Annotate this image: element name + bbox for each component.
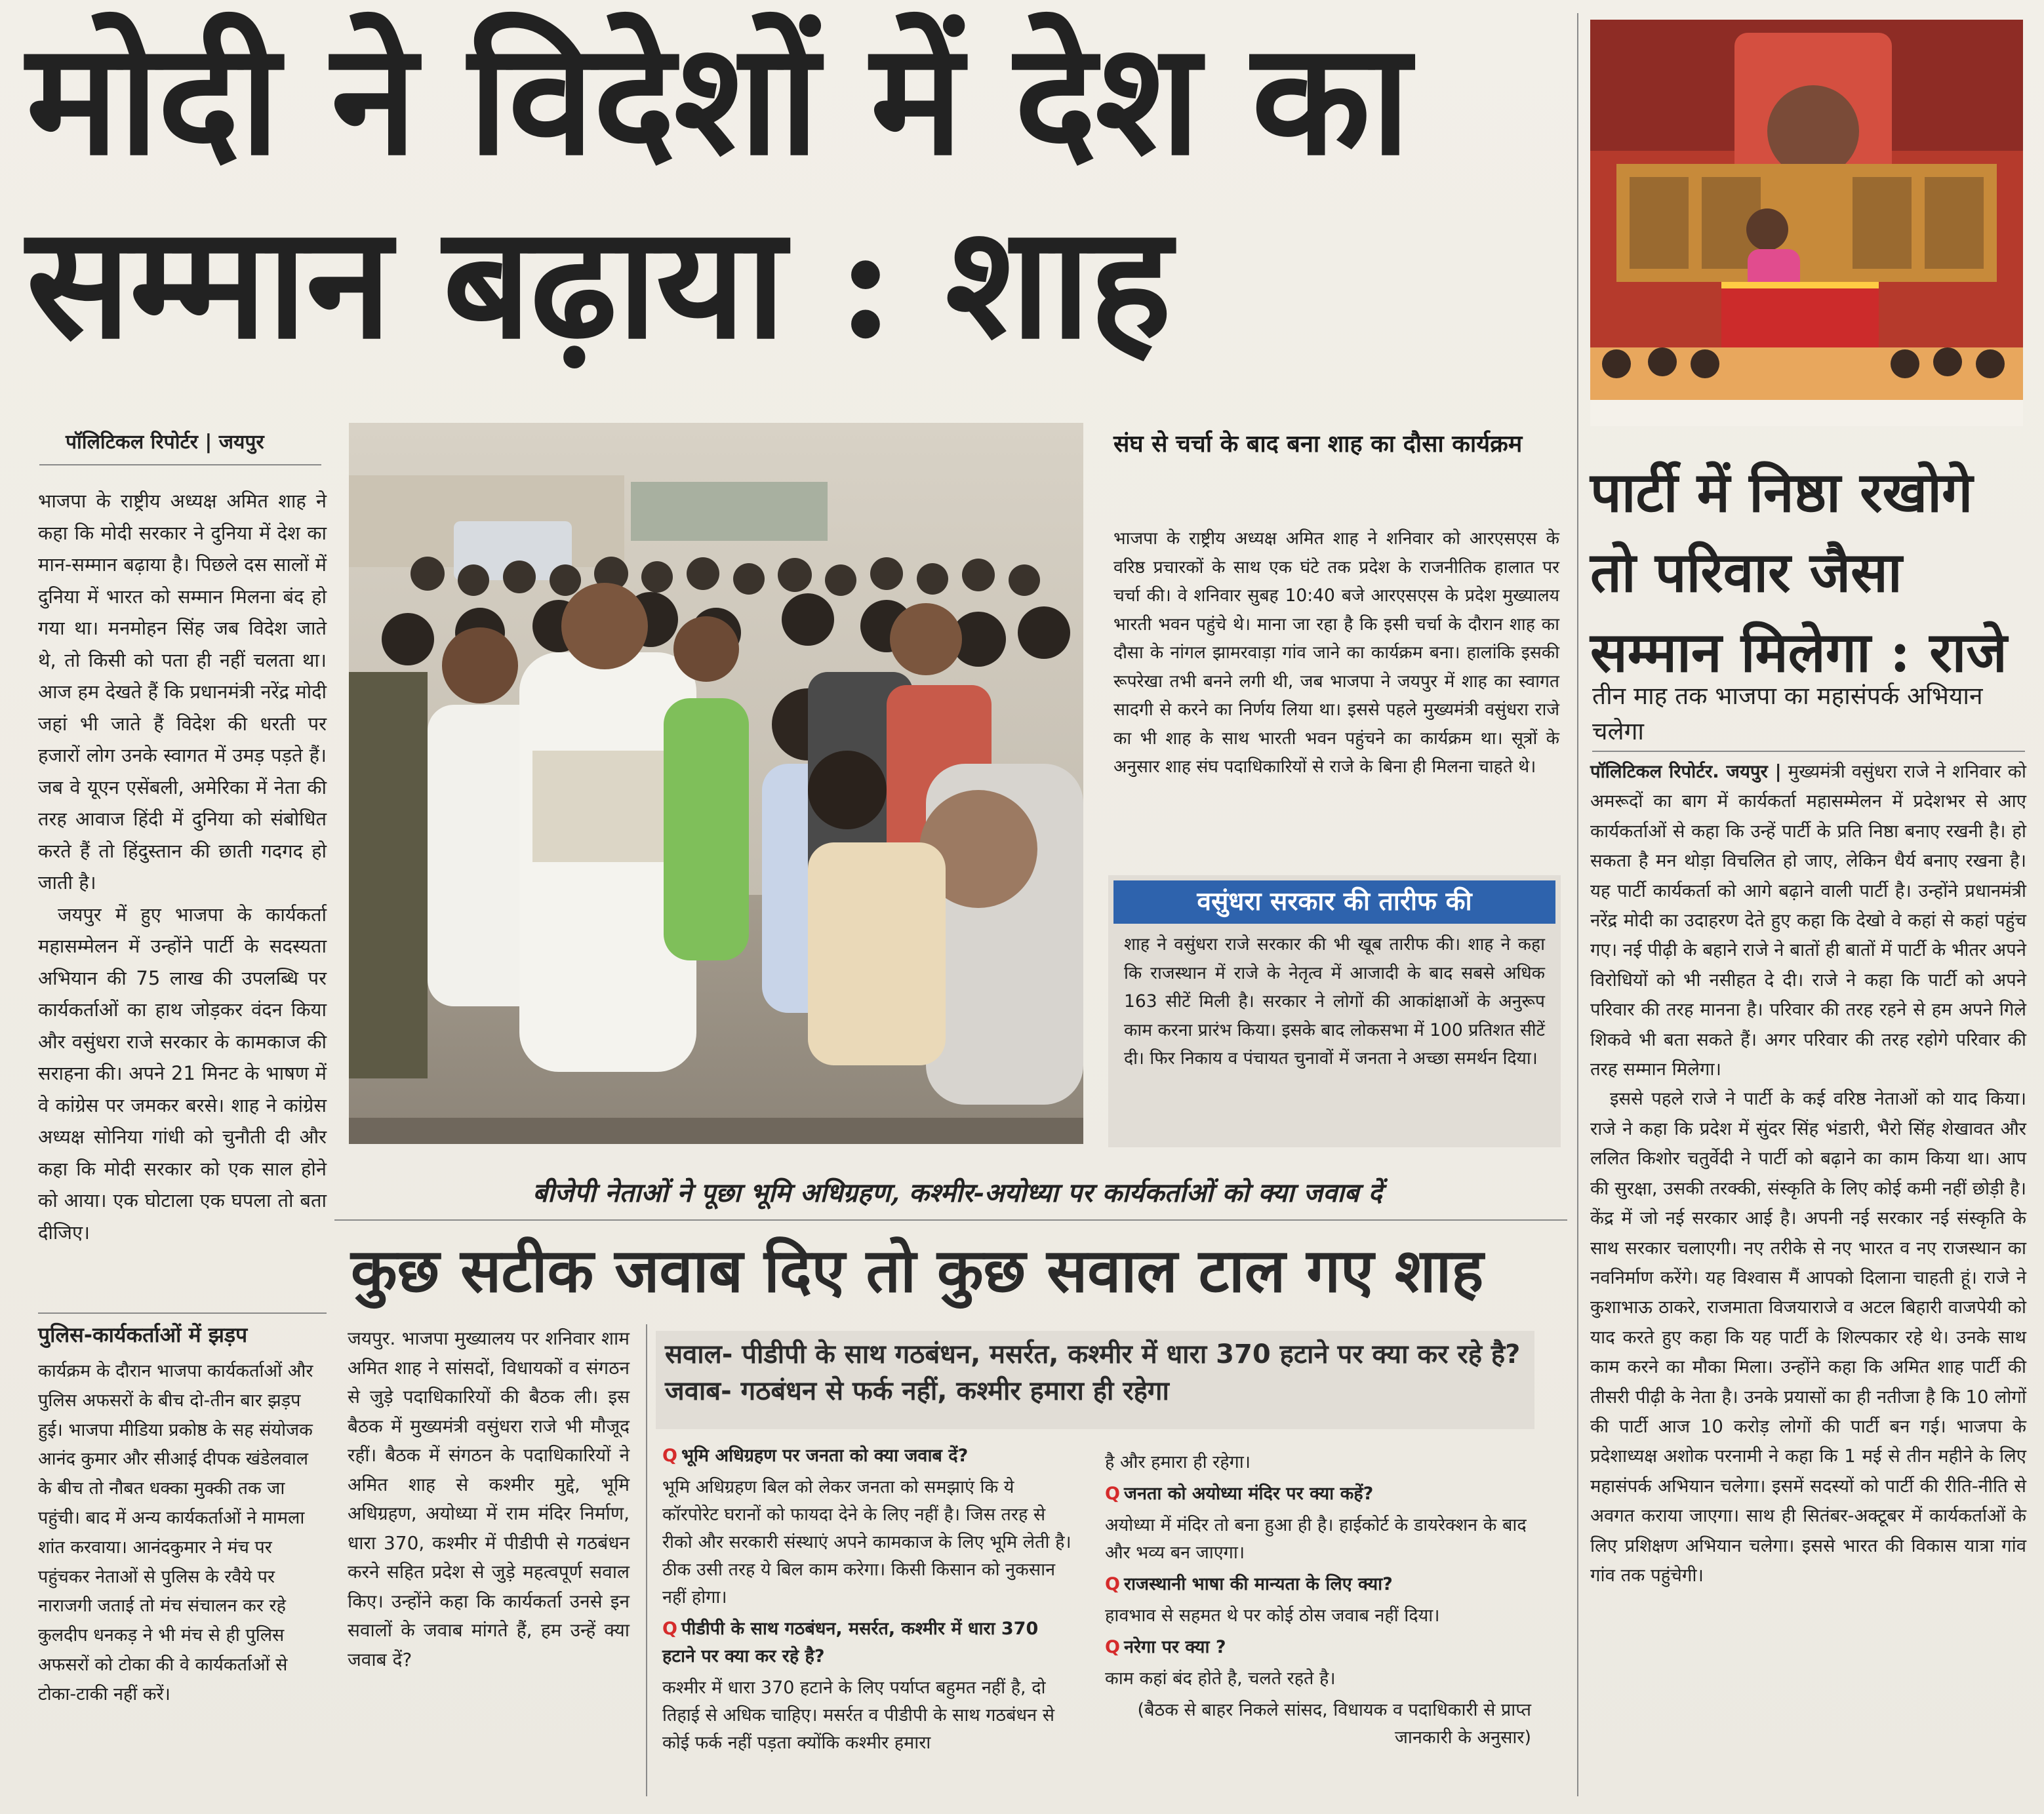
qa-question-2: Q पीडीपी के साथ गठबंधन, मसर्रत, कश्मीर में धारा 370 हटाने पर क्या कर रहे है? [662,1619,1039,1666]
right-column-rule [1577,13,1578,1796]
raje-subhead: तीन माह तक भाजपा का महासंपर्क अभियान चलेगा [1592,682,1983,745]
praise-box [1108,875,1561,1147]
sangh-box-body: भाजपा के राष्ट्रीय अध्यक्ष अमित शाह ने शनिवार को आरएसएस के वरिष्ठ प्रचारकों के साथ एक घंटे तक प्रदेश के राजनीतिक हालात पर चर्चा की। वे शनिवार सुबह 10:40 बजे आरएसएस के प्रदेश मुख्यालय भारती भवन पहुंचे थे। माना जा रहा है कि इसी चर्चा के दौरान शाह का दौसा के नांगल झामरवाड़ा गांव जाने का कार्यक्रम बना। हालांकि इसकी रूपरेखा तभी बनने लगी थी, जब भाजपा ने जयपुर में शाह का स्वागत सादगी से करने का निर्णय लिया था। इससे पहले मुख्यमंत्री वसुंधरा राजे का भी शाह के साथ भारती भवन पहुंचने का कार्यक्रम था। सूत्रों के अनुसार शाह संघ पदाधिकारियों से राजे के बिना ही मिलना चाहते थे। [1113,528,1559,777]
police-box-body: कार्यक्रम के दौरान भाजपा कार्यकर्ताओं और पुलिस अफसरों के बीच दो-तीन बार झड़प हुई। भाजपा मीडिया प्रकोष्ठ के सह संयोजक आनंद कुमार और सीआई दीपक खंडेलवाल के बीच तो नौबत धक्का मुक्की तक जा पहुंची। बाद में अन्य कार्यकर्ताओं ने मामला शांत करवाया। आनंदकुमार ने मंच पर पहुंचकर नेताओं से पुलिस के रवैये पर नाराजगी जताई तो मंच संचालन कर रहे कुलदीप धनकड़ ने भी मंच से ही पुलिस अफसरों को टोका की वे कार्यकर्ताओं से टोका-टाकी नहीं करें। [38,1361,313,1705]
main-paragraph-1: भाजपा के राष्ट्रीय अध्यक्ष अमित शाह ने कहा कि मोदी सरकार ने दुनिया में देश का मान-सम्मान बढ़ाया है। पिछले दस सालों में दुनिया में भारत को सम्मान मिलना बंद हो गया था। मनमोहन सिंह जब विदेश जाते थे, तो किसी को पता ही नहीं चलता था। आज हम देखते हैं कि प्रधानमंत्री नरेंद्र मोदी जहां भी जाते हैं विदेश की धरती पर हजारों लोग उनके स्वागत में उमड़ पड़ते हैं। जब वे यूएन एसेंबली, अमेरिका में नेता की तरह आवाज हिंदी में दुनिया को संबोधित करते हैं तो हिंदुस्तान की छाती गदगद हो जाती है। [38,490,327,894]
answers-story-body: जयपुर. भाजपा मुख्यालय पर शनिवार शाम अमित शाह ने सांसदों, विधायकों व संगठन से जुड़े पदाधिकारियों की बैठक ली। इस बैठक में मुख्यमंत्री वसुंधरा राजे भी मौजूद रहीं। बैठक में संगठन के पदाधिकारियों ने अमित शाह से कश्मीर मुद्दे, भूमि अधिग्रहण, अयोध्या में राम मंदिर निर्माण, धारा 370, कश्मीर में पीडीपी से गठबंधन करने सहित प्रदेश से जुड़े महत्वपूर्ण सवाल किए। उन्होंने कहा कि कार्यकर्ता उनसे इन सवालों के जवाब मांगते हैं, हम उन्हें क्या जवाब दें? [348,1328,630,1670]
answers-column-rule [646,1324,647,1796]
qa-question-4: Q राजस्थानी भाषा की मान्यता के लिए क्या? [1105,1574,1393,1594]
raje-paragraph-1: पॉलिटिकल रिपोर्टर. जयपुर | मुख्यमंत्री वसुंधरा राजे ने शनिवार को अमरूदों का बाग में कार्यकर्ता महासम्मेलन में प्रदेशभर से आए कार्यकर्ताओं से कहा कि उन्हें पार्टी के प्रति निष्ठा बनाए रखनी है। हो सकता है मन थोड़ा विचलित हो जाए, लेकिन धैर्य बनाए रखना है। यह पार्टी कार्यकर्ता को आगे बढ़ाने वाली पार्टी है। उन्होंने प्रधानमंत्री नरेंद्र मोदी का उदाहरण देते हुए कहा कि देखो वे कहां से कहां पहुंच गए। नई पीढ़ी के बहाने राजे ने बातों ही बातों में पार्टी के भीतर अपने विरोधियों को भी नसीहत दे दी। राजे ने कहा कि पार्टी को अपने परिवार की तरह मानना है। परिवार की तरह रहने से हम अपने गिले शिकवे भी बता सकते हैं। अगर परिवार की तरह रहोगे परिवार की तरह सम्मान मिलेगा। [1590,761,2027,1080]
caption-rule [334,1219,1567,1221]
sangh-box-title: संघ से चर्चा के बाद बना शाह का दौसा कार्यक्रम [1113,431,1523,458]
qa-question-3: Q जनता को अयोध्या मंदिर पर क्या कहें? [1105,1484,1374,1504]
qa-lead: सवाल- पीडीपी के साथ गठबंधन, मसर्रत, कश्मीर में धारा 370 हटाने पर क्या कर रहे है? जवाब- गठबंधन से फर्क नहीं, कश्मीर हमारा ही रहेगा [665,1339,1521,1406]
qa-column-right [1105,1449,1538,1756]
qa-lead-box [656,1331,1534,1429]
qa-answer-2: कश्मीर में धारा 370 हटाने के लिए पर्याप्त बहुमत नहीं है, दो तिहाई से अधिक चाहिए। मसर्रत व पीडीपी के साथ गठबंधन से कोई फर्क नहीं पड़ता क्योंकि कश्मीर हमारा [662,1678,1054,1753]
raje-headline: पार्टी में निष्ठा रखोगे तो परिवार जैसा सम्मान मिलेगा : राजे [1590,460,2007,684]
qa-answer-3: अयोध्या में मंदिर तो बना हुआ ही है। हाईकोर्ट के डायरेक्शन के बाद और भव्य बन जाएगा। [1105,1515,1527,1563]
police-box-rule [38,1312,327,1314]
raje-paragraph-2: इससे पहले राजे ने पार्टी के कई वरिष्ठ नेताओं को याद किया। राजे ने कहा कि प्रदेश में सुंदर सिंह भंडारी, भैरो सिंह शेखावत और ललित किशोर चतुर्वेदी ने पार्टी को बढ़ाने का काम किया था। आप की सुरक्षा, उसकी तरक्की, संस्कृति के लिए कोई कमी नहीं छोड़ी है। केंद्र में जो नई सरकार आई है। अपनी नई सरकार नई संस्कृति के साथ सरकार चलाएगी। नए तरीके से नए भारत व नए राजस्थान का नवनिर्माण करेंगे। यह विश्वास मैं आपको दिलाना चाहती हूं। राजे ने कुशाभाऊ ठाकरे, राजमाता विजयाराजे व अटल बिहारी वाजपेयी को याद करते हुए कहा कि यह पार्टी के शिल्पकार रहे थे। उनके साथ काम करने का मौका मिला। उन्होंने कहा कि अमित शाह पार्टी की तीसरी पीढ़ी के नेता है। उनके प्रयासों का ही नतीजा है कि 10 लोगों की पार्टी आज 10 करोड़ लोगों की पार्टी बन गई। भाजपा के प्रदेशाध्यक्ष अशोक परनामी ने कहा कि 1 मई से तीन महीने के लिए महासंपर्क अभियान चलेगा। इसमें सदस्यों को पार्टी की रीति-नीति से अवगत कराया जाएगा। साथ ही सितंबर-अक्टूबर में कार्यकर्ताओं के लिए प्रशिक्षण अभियान चलेगा। इससे भारत की विकास यात्रा गांव गांव तक पहुंचेगी। [1590,1088,2026,1586]
raje-subhead-rule [1592,751,2025,752]
q-marker: Q [1105,1637,1120,1657]
praise-box-title: वसुंधरा सरकार की तारीफ की [1113,880,1555,924]
qa-answer-1: भूमि अधिग्रहण बिल को लेकर जनता को समझाएं कि ये कॉरपोरेट घरानों को फायदा देने के लिए नहीं है। जिस तरह से रीको और सरकारी संस्थाएं अपने कामकाज के लिए भूमि लेती है। ठीक उसी तरह ये बिल काम करेगा। किसी किसान को नुकसान नहीं होगा। [662,1477,1072,1607]
qa-answer-5: काम कहां बंद होते है, चलते रहते है। [1105,1668,1336,1689]
qa-question-1: Q भूमि अधिग्रहण पर जनता को क्या जवाब दें? [662,1446,969,1466]
crowd-photo-image [349,423,1083,1144]
byline-rule [39,464,321,465]
q-marker: Q [1105,1484,1120,1504]
main-photo [349,423,1083,1144]
answers-headline: कुछ सटीक जवाब दिए तो कुछ सवाल टाल गए शाह [351,1235,1484,1306]
rally-photo-image [1590,20,2023,426]
police-box-title: पुलिस-कार्यकर्ताओं में झड़प [38,1322,248,1347]
raje-story-body [1590,757,2026,1590]
qa-answer-4: हावभाव से सहमत थे पर कोई ठोस जवाब नहीं दिया। [1105,1606,1440,1626]
qa-answer-2-continued: है और हमारा ही रहेगा। [1105,1452,1251,1472]
qa-column-left [662,1442,1075,1761]
raje-photo [1590,20,2023,426]
main-paragraph-2: जयपुर में हुए भाजपा के कार्यकर्ता महासम्मेलन में उन्होंने पार्टी के सदस्यता अभियान की 75 लाख की उपलब्धि पर कार्यकर्ताओं का हाथ जोड़कर वंदन किया और वसुंधरा राजे सरकार के कामकाज की सराहना की। अपने 21 मिनट के भाषण में वे कांग्रेस पर जमकर बरसे। शाह ने कांग्रेस अध्यक्ष सोनिया गांधी को चुनौती दी और कहा कि मोदी सरकार को एक साल होने को आया। एक घोटाला एक घपला तो बता दीजिए। [38,903,327,1244]
q-marker: Q [1105,1574,1120,1594]
photo-caption: बीजेपी नेताओं ने पूछा भूमि अधिग्रहण, कश्मीर-अयोध्या पर कार्यकर्ताओं को क्या जवाब दें [532,1177,1382,1208]
main-story-body [38,485,327,1248]
qa-source-note: (बैठक से बाहर निकले सांसद, विधायक व पदाधिकारी से प्राप्त जानकारी के अनुसार) [1137,1700,1531,1748]
qa-question-5: Q नरेगा पर क्या ? [1105,1637,1226,1657]
main-headline: मोदी ने विदेशों में देश का सम्मान बढ़ाया : शाह [26,7,1410,373]
main-byline: पॉलिटिकल रिपोर्टर | जयपुर [66,431,264,454]
praise-box-body: शाह ने वसुंधरा राजे सरकार की भी खूब तारीफ की। शाह ने कहा कि राजस्थान में राजे के नेतृत्व में आजादी के बाद सबसे अधिक 163 सीटें मिली है। सरकार ने लोगों की आकांक्षाओं के अनुरूप काम करना प्रारंभ किया। इसके बाद लोकसभा में 100 प्रतिशत सीटें दी। फिर निकाय व पंचायत चुनावों में जनता ने अच्छा समर्थन दिया। [1124,934,1545,1069]
q-marker: Q [662,1446,677,1466]
raje-byline: पॉलिटिकल रिपोर्टर. जयपुर | [1590,761,1782,782]
q-marker: Q [662,1619,677,1639]
